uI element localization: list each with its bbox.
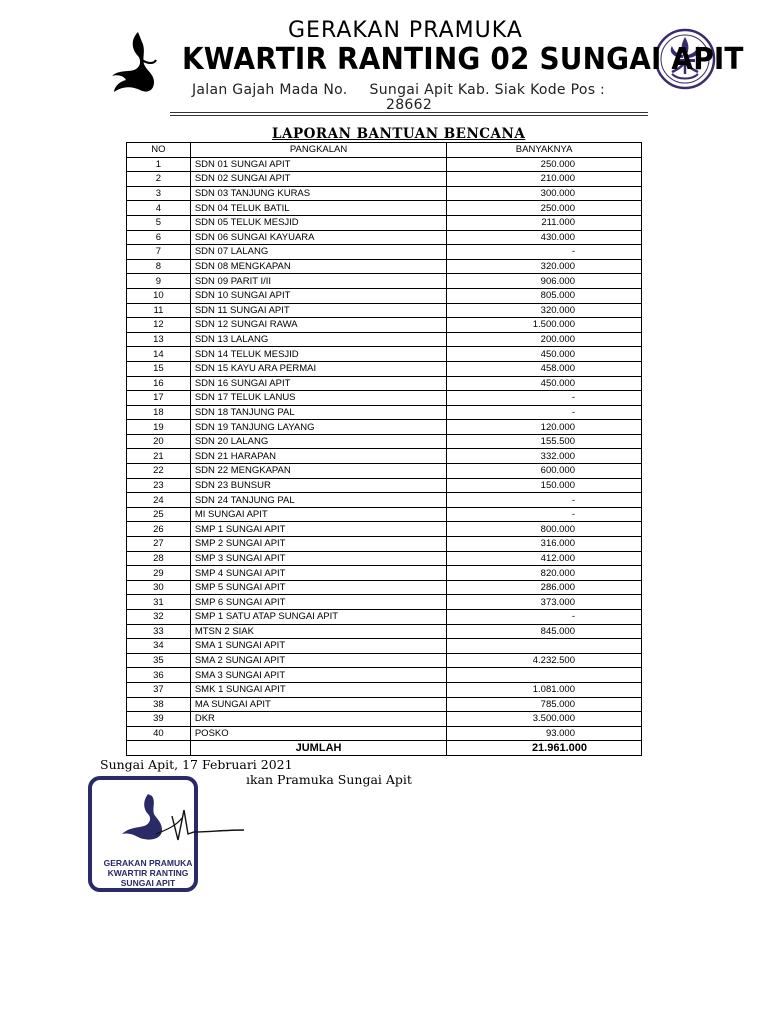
- row-amount: 450.000: [447, 347, 642, 362]
- place-date: Sungai Apit, 17 Februari 2021: [100, 757, 293, 772]
- row-number: 23: [127, 478, 191, 493]
- row-amount: 316.000: [447, 537, 642, 552]
- table-row: [127, 157, 642, 172]
- table-row: [127, 507, 642, 522]
- row-amount: 1.500.000: [447, 318, 642, 333]
- row-number: 18: [127, 405, 191, 420]
- column-header-no: NO: [127, 143, 191, 158]
- row-pangkalan: SDN 03 TANJUNG KURAS: [190, 186, 446, 201]
- table-row: [127, 420, 642, 435]
- row-amount: [447, 639, 642, 654]
- table-row: [127, 551, 642, 566]
- total-row: [127, 741, 642, 756]
- row-pangkalan: SDN 17 TELUK LANUS: [190, 391, 446, 406]
- row-amount: 820.000: [447, 566, 642, 581]
- row-amount: 200.000: [447, 332, 642, 347]
- donation-table: [126, 142, 642, 756]
- row-number: 28: [127, 551, 191, 566]
- row-amount: 250.000: [447, 201, 642, 216]
- row-number: 2: [127, 172, 191, 187]
- row-pangkalan: SDN 01 SUNGAI APIT: [190, 157, 446, 172]
- row-amount: -: [447, 507, 642, 522]
- row-pangkalan: SMP 1 SUNGAI APIT: [190, 522, 446, 537]
- row-amount: 800.000: [447, 522, 642, 537]
- stamp-text: GERAKAN PRAMUKA KWARTIR RANTING SUNGAI APIT: [103, 858, 193, 888]
- row-amount: 600.000: [447, 464, 642, 479]
- row-amount: 155.500: [447, 434, 642, 449]
- row-number: 39: [127, 712, 191, 727]
- row-pangkalan: SDN 18 TANJUNG PAL: [190, 405, 446, 420]
- row-number: 4: [127, 201, 191, 216]
- row-pangkalan: SDN 08 MENGKAPAN: [190, 259, 446, 274]
- row-number: 14: [127, 347, 191, 362]
- row-number: 36: [127, 668, 191, 683]
- row-number: 40: [127, 726, 191, 741]
- column-header-banyaknya: BANYAKNYA: [447, 143, 642, 158]
- pramuka-emblem-icon: [108, 30, 158, 96]
- row-number: 34: [127, 639, 191, 654]
- row-pangkalan: SDN 19 TANJUNG LAYANG: [190, 420, 446, 435]
- table-row: [127, 186, 642, 201]
- row-number: 31: [127, 595, 191, 610]
- table-row: [127, 332, 642, 347]
- row-amount: 332.000: [447, 449, 642, 464]
- report-title: LAPORAN BANTUAN BENCANA: [272, 126, 526, 142]
- row-pangkalan: SDN 15 KAYU ARA PERMAI: [190, 361, 446, 376]
- row-pangkalan: MA SUNGAI APIT: [190, 697, 446, 712]
- table-row: [127, 376, 642, 391]
- table-row: [127, 639, 642, 654]
- row-amount: 211.000: [447, 215, 642, 230]
- row-amount: 320.000: [447, 303, 642, 318]
- row-number: 24: [127, 493, 191, 508]
- row-amount: 300.000: [447, 186, 642, 201]
- row-number: 19: [127, 420, 191, 435]
- row-pangkalan: SMP 5 SUNGAI APIT: [190, 580, 446, 595]
- row-amount: 320.000: [447, 259, 642, 274]
- row-number: 6: [127, 230, 191, 245]
- table-header-row: [127, 143, 642, 158]
- row-amount: 250.000: [447, 157, 642, 172]
- row-pangkalan: SMP 2 SUNGAI APIT: [190, 537, 446, 552]
- table-row: [127, 566, 642, 581]
- row-amount: -: [447, 493, 642, 508]
- table-row: [127, 361, 642, 376]
- row-number: 13: [127, 332, 191, 347]
- row-number: 11: [127, 303, 191, 318]
- row-number: 33: [127, 624, 191, 639]
- row-pangkalan: SMA 3 SUNGAI APIT: [190, 668, 446, 683]
- column-header-pangkalan: PANGKALAN: [190, 143, 446, 158]
- table-row: [127, 682, 642, 697]
- table-row: [127, 259, 642, 274]
- table-row: [127, 580, 642, 595]
- header-divider-2: [170, 115, 648, 116]
- row-number: 7: [127, 245, 191, 260]
- total-label: JUMLAH: [190, 741, 446, 756]
- table-row: [127, 595, 642, 610]
- branch-name: KWARTIR RANTING 02 SUNGAI APIT: [182, 42, 744, 77]
- table-row: [127, 537, 642, 552]
- row-pangkalan: SDN 11 SUNGAI APIT: [190, 303, 446, 318]
- row-amount: 286.000: [447, 580, 642, 595]
- table-row: [127, 230, 642, 245]
- row-number: 25: [127, 507, 191, 522]
- row-amount: 906.000: [447, 274, 642, 289]
- row-amount: -: [447, 610, 642, 625]
- signatory-org: ıkan Pramuka Sungai Apit: [246, 772, 412, 787]
- table-row: [127, 668, 642, 683]
- row-pangkalan: SMK 1 SUNGAI APIT: [190, 682, 446, 697]
- row-amount: 805.000: [447, 288, 642, 303]
- row-pangkalan: SDN 07 LALANG: [190, 245, 446, 260]
- table-row: [127, 201, 642, 216]
- row-amount: 210.000: [447, 172, 642, 187]
- row-pangkalan: MTSN 2 SIAK: [190, 624, 446, 639]
- address-line-2: Sungai Apit Kab. Siak Kode Pos :: [369, 82, 606, 98]
- row-number: 12: [127, 318, 191, 333]
- row-pangkalan: SDN 05 TELUK MESJID: [190, 215, 446, 230]
- row-pangkalan: DKR: [190, 712, 446, 727]
- row-amount: 373.000: [447, 595, 642, 610]
- row-pangkalan: SDN 10 SUNGAI APIT: [190, 288, 446, 303]
- row-pangkalan: SDN 16 SUNGAI APIT: [190, 376, 446, 391]
- row-number: 8: [127, 259, 191, 274]
- table-row: [127, 303, 642, 318]
- postcode: 28662: [386, 97, 433, 113]
- row-pangkalan: SMA 2 SUNGAI APIT: [190, 653, 446, 668]
- row-pangkalan: SDN 24 TANJUNG PAL: [190, 493, 446, 508]
- table-row: [127, 624, 642, 639]
- row-number: 30: [127, 580, 191, 595]
- address: [192, 82, 605, 98]
- row-amount: -: [447, 391, 642, 406]
- table-row: [127, 464, 642, 479]
- row-amount: -: [447, 405, 642, 420]
- row-amount: [447, 668, 642, 683]
- row-pangkalan: SDN 23 BUNSUR: [190, 478, 446, 493]
- row-number: 17: [127, 391, 191, 406]
- row-pangkalan: MI SUNGAI APIT: [190, 507, 446, 522]
- row-pangkalan: SMP 6 SUNGAI APIT: [190, 595, 446, 610]
- row-amount: 150.000: [447, 478, 642, 493]
- row-number: 38: [127, 697, 191, 712]
- row-number: 27: [127, 537, 191, 552]
- table-row: [127, 449, 642, 464]
- header-divider: [170, 112, 648, 113]
- table-row: [127, 610, 642, 625]
- row-pangkalan: SMP 1 SATU ATAP SUNGAI APIT: [190, 610, 446, 625]
- table-row: [127, 245, 642, 260]
- row-pangkalan: POSKO: [190, 726, 446, 741]
- org-name: GERAKAN PRAMUKA: [288, 18, 523, 43]
- row-pangkalan: SMA 1 SUNGAI APIT: [190, 639, 446, 654]
- table-row: [127, 653, 642, 668]
- row-number: 10: [127, 288, 191, 303]
- row-amount: 430.000: [447, 230, 642, 245]
- row-amount: 785.000: [447, 697, 642, 712]
- row-pangkalan: SDN 22 MENGKAPAN: [190, 464, 446, 479]
- total-value: 21.961.000: [447, 741, 642, 756]
- row-pangkalan: SDN 14 TELUK MESJID: [190, 347, 446, 362]
- row-pangkalan: SDN 04 TELUK BATIL: [190, 201, 446, 216]
- row-amount: 412.000: [447, 551, 642, 566]
- row-number: 35: [127, 653, 191, 668]
- row-amount: 93.000: [447, 726, 642, 741]
- total-empty-cell: [127, 741, 191, 756]
- row-pangkalan: SDN 02 SUNGAI APIT: [190, 172, 446, 187]
- row-number: 32: [127, 610, 191, 625]
- row-pangkalan: SMP 4 SUNGAI APIT: [190, 566, 446, 581]
- table-row: [127, 522, 642, 537]
- row-pangkalan: SDN 09 PARIT I/II: [190, 274, 446, 289]
- table-row: [127, 493, 642, 508]
- row-pangkalan: SDN 20 LALANG: [190, 434, 446, 449]
- table-row: [127, 318, 642, 333]
- row-pangkalan: SDN 21 HARAPAN: [190, 449, 446, 464]
- table-row: [127, 391, 642, 406]
- row-number: 15: [127, 361, 191, 376]
- table-row: [127, 712, 642, 727]
- row-amount: -: [447, 245, 642, 260]
- row-amount: 3.500.000: [447, 712, 642, 727]
- row-number: 20: [127, 434, 191, 449]
- table-row: [127, 274, 642, 289]
- row-pangkalan: SDN 12 SUNGAI RAWA: [190, 318, 446, 333]
- row-amount: 120.000: [447, 420, 642, 435]
- row-number: 21: [127, 449, 191, 464]
- row-amount: 458.000: [447, 361, 642, 376]
- table-row: [127, 288, 642, 303]
- row-amount: 450.000: [447, 376, 642, 391]
- table-row: [127, 347, 642, 362]
- row-number: 37: [127, 682, 191, 697]
- row-pangkalan: SMP 3 SUNGAI APIT: [190, 551, 446, 566]
- row-number: 22: [127, 464, 191, 479]
- table-row: [127, 215, 642, 230]
- row-number: 9: [127, 274, 191, 289]
- row-number: 26: [127, 522, 191, 537]
- row-pangkalan: SDN 13 LALANG: [190, 332, 446, 347]
- table-row: [127, 434, 642, 449]
- row-number: 16: [127, 376, 191, 391]
- row-amount: 845.000: [447, 624, 642, 639]
- table-row: [127, 478, 642, 493]
- row-pangkalan: SDN 06 SUNGAI KAYUARA: [190, 230, 446, 245]
- table-row: [127, 405, 642, 420]
- table-row: [127, 172, 642, 187]
- table-row: [127, 726, 642, 741]
- row-amount: 4.232.500: [447, 653, 642, 668]
- row-number: 29: [127, 566, 191, 581]
- row-number: 5: [127, 215, 191, 230]
- row-number: 3: [127, 186, 191, 201]
- address-line-1: Jalan Gajah Mada No.: [192, 82, 348, 98]
- table-row: [127, 697, 642, 712]
- row-amount: 1.081.000: [447, 682, 642, 697]
- row-number: 1: [127, 157, 191, 172]
